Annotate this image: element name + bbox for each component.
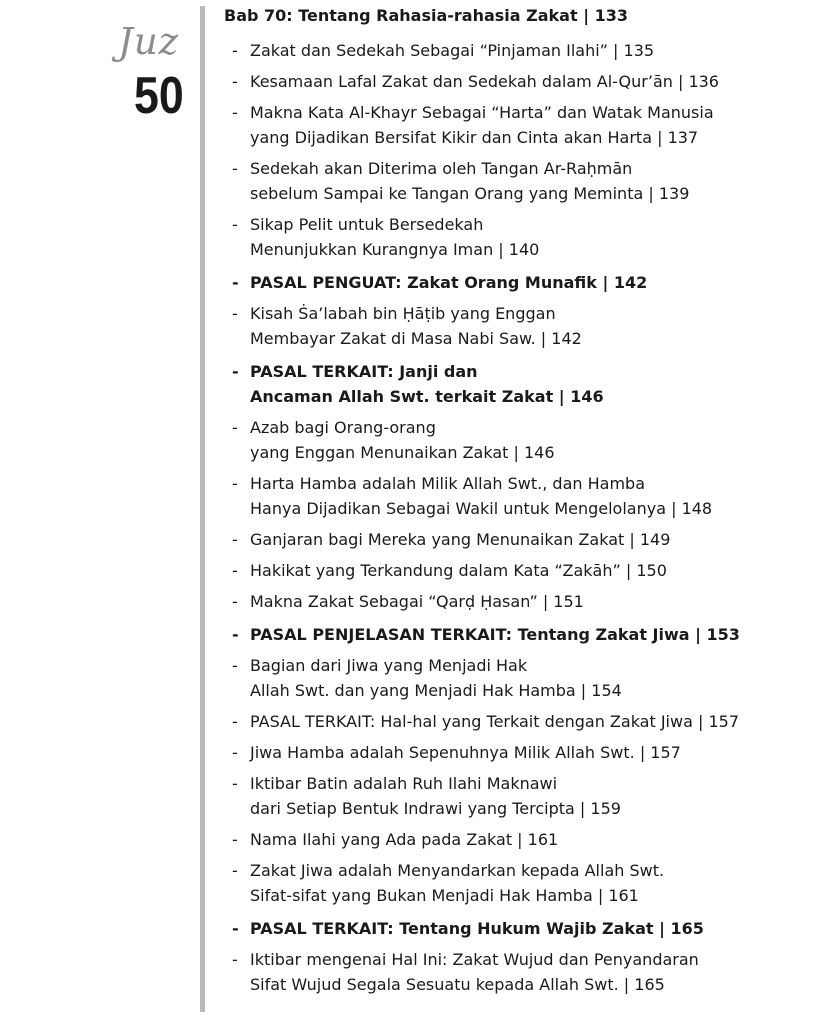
toc-entry (224, 771, 824, 821)
toc-entry-text (250, 527, 670, 552)
toc-entry-text (250, 916, 704, 941)
toc-entry (224, 156, 824, 206)
toc-entry-line: Kesamaan Lafal Zakat dan Sedekah dalam Al-Qur’ān | 136 (250, 72, 719, 91)
toc-entry-line: Iktibar mengenai Hal Ini: Zakat Wujud dan Penyandaran (250, 950, 699, 969)
toc-entry (224, 653, 824, 703)
toc-entry-bullet: - (232, 530, 238, 549)
toc-entry-text (250, 100, 714, 150)
toc-entry-line: Nama Ilahi yang Ada pada Zakat | 161 (250, 830, 559, 849)
toc-entry-text (250, 156, 689, 206)
toc-entry-text (250, 622, 740, 647)
toc-entry-text (250, 270, 647, 295)
toc-entry-line: Iktibar Batin adalah Ruh Ilahi Maknawi (250, 774, 558, 793)
toc-entry-text (250, 947, 699, 997)
toc-entry-bullet: - (232, 625, 239, 644)
toc-entry (224, 858, 824, 908)
toc-entry-bullet: - (232, 474, 238, 493)
toc-entry-line: Kisah Ṡa’labah bin Ḥāṭib yang Enggan (250, 304, 556, 323)
toc-entry-list (224, 38, 824, 997)
toc-entry-line: Azab bagi Orang-orang (250, 418, 436, 437)
vertical-divider (200, 6, 205, 1012)
toc-entry-line: Menunjukkan Kurangnya Iman | 140 (250, 240, 540, 259)
juz-label: Juz (118, 20, 180, 63)
toc-entry-bullet: - (232, 950, 238, 969)
toc-entry (224, 827, 824, 852)
toc-entry-line: Harta Hamba adalah Milik Allah Swt., dan Hamba (250, 474, 645, 493)
toc-entry (224, 527, 824, 552)
toc-entry-line: yang Enggan Menunaikan Zakat | 146 (250, 443, 555, 462)
toc-entry-line: PASAL TERKAIT: Janji dan (250, 362, 478, 381)
toc-entry-line: Membayar Zakat di Masa Nabi Saw. | 142 (250, 329, 582, 348)
toc-entry (224, 947, 824, 997)
toc-entry-line: PASAL TERKAIT: Tentang Hukum Wajib Zakat | 165 (250, 919, 704, 938)
toc-entry-bullet: - (232, 830, 238, 849)
toc-entry (224, 916, 824, 941)
toc-entry-text (250, 38, 654, 63)
toc-entry-line: Makna Kata Al-Khayr Sebagai “Harta” dan Watak Manusia (250, 103, 714, 122)
toc-entry-bullet: - (232, 103, 238, 122)
chapter-heading: Bab 70: Tentang Rahasia-rahasia Zakat | 133 (224, 6, 629, 25)
toc-entry-text (250, 709, 739, 734)
toc-entry-text (250, 771, 621, 821)
toc-entry (224, 471, 824, 521)
toc-entry-bullet: - (232, 656, 238, 675)
toc-entry-line: Sedekah akan Diterima oleh Tangan Ar-Raḥmān (250, 159, 633, 178)
toc-entry-text (250, 415, 555, 465)
toc-entry-line: sebelum Sampai ke Tangan Orang yang Meminta | 139 (250, 184, 690, 203)
toc-entry-bullet: - (232, 919, 239, 938)
toc-entry-line: Allah Swt. dan yang Menjadi Hak Hamba | 154 (250, 681, 622, 700)
table-of-contents (224, 4, 824, 1003)
toc-entry-line: yang Dijadikan Bersifat Kikir dan Cinta akan Harta | 137 (250, 128, 699, 147)
toc-entry (224, 301, 824, 351)
toc-entry-line: dari Setiap Bentuk Indrawi yang Tercipta | 159 (250, 799, 621, 818)
toc-entry-line: Bagian dari Jiwa yang Menjadi Hak (250, 656, 528, 675)
toc-entry-line: Hakikat yang Terkandung dalam Kata “Zakāh” | 150 (250, 561, 667, 580)
toc-entry-bullet: - (232, 743, 238, 762)
toc-entry-line: Sifat Wujud Segala Sesuatu kepada Allah Swt. | 165 (250, 975, 665, 994)
toc-entry-line: Ancaman Allah Swt. terkait Zakat | 146 (250, 387, 604, 406)
toc-entry-line: PASAL PENJELASAN TERKAIT: Tentang Zakat Jiwa | 153 (250, 625, 740, 644)
toc-entry-line: PASAL PENGUAT: Zakat Orang Munafik | 142 (250, 273, 648, 292)
toc-entry-bullet: - (232, 561, 238, 580)
toc-entry-line: Zakat Jiwa adalah Menyandarkan kepada Allah Swt. (250, 861, 665, 880)
toc-entry-text (250, 212, 539, 262)
toc-entry-text (250, 359, 604, 409)
toc-entry (224, 415, 824, 465)
toc-entry-text (250, 858, 664, 908)
toc-entry-text (250, 740, 681, 765)
toc-entry-line: PASAL TERKAIT: Hal-hal yang Terkait dengan Zakat Jiwa | 157 (250, 712, 739, 731)
toc-entry-line: Sifat-sifat yang Bukan Menjadi Hak Hamba | 161 (250, 886, 639, 905)
toc-entry-line: Ganjaran bagi Mereka yang Menunaikan Zakat | 149 (250, 530, 671, 549)
toc-entry-text (250, 301, 582, 351)
toc-entry-bullet: - (232, 362, 239, 381)
toc-entry-line: Jiwa Hamba adalah Sepenuhnya Milik Allah Swt. | 157 (250, 743, 681, 762)
toc-entry-line: Sikap Pelit untuk Bersedekah (250, 215, 484, 234)
toc-entry-bullet: - (232, 273, 239, 292)
toc-entry (224, 38, 824, 63)
toc-entry (224, 359, 824, 409)
toc-entry (224, 709, 824, 734)
toc-entry (224, 622, 824, 647)
juz-number: 50 (134, 67, 184, 125)
toc-entry-text (250, 69, 719, 94)
toc-entry-text (250, 558, 667, 583)
toc-entry-text (250, 589, 584, 614)
toc-entry-bullet: - (232, 215, 238, 234)
toc-entry-bullet: - (232, 304, 238, 323)
toc-entry (224, 740, 824, 765)
toc-entry-text (250, 827, 558, 852)
toc-entry-bullet: - (232, 712, 238, 731)
toc-entry-bullet: - (232, 861, 238, 880)
toc-entry-bullet: - (232, 592, 238, 611)
toc-entry-text (250, 653, 622, 703)
toc-entry (224, 558, 824, 583)
toc-entry-bullet: - (232, 41, 238, 60)
toc-entry (224, 589, 824, 614)
toc-entry-line: Hanya Dijadikan Sebagai Wakil untuk Mengelolanya | 148 (250, 499, 713, 518)
toc-entry-bullet: - (232, 72, 238, 91)
toc-entry-text (250, 471, 712, 521)
toc-entry (224, 69, 824, 94)
toc-entry (224, 212, 824, 262)
toc-entry-line: Makna Zakat Sebagai “Qarḍ Ḥasan” | 151 (250, 592, 584, 611)
toc-entry-bullet: - (232, 774, 238, 793)
toc-entry (224, 100, 824, 150)
toc-entry-bullet: - (232, 159, 238, 178)
toc-entry-bullet: - (232, 418, 238, 437)
toc-entry (224, 270, 824, 295)
toc-entry-line: Zakat dan Sedekah Sebagai “Pinjaman Ilahi” | 135 (250, 41, 655, 60)
